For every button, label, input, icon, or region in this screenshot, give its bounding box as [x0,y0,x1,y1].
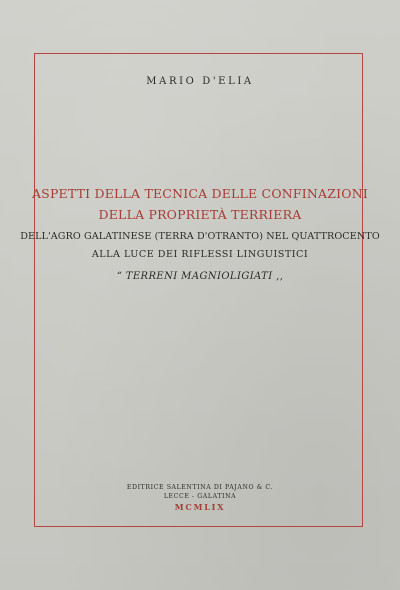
author-name: MARIO D'ELIA [146,76,254,87]
title-line-1: ASPETTI DELLA TECNICA DELLE CONFINAZIONI [31,186,369,201]
title-line-2: DELLA PROPRIETÀ TERRIERA [98,207,302,222]
publisher-location: LECCE - GALATINA [163,493,237,500]
publisher-name: EDITRICE SALENTINA DI PAJANO & C. [126,484,274,491]
subtitle-line-1: DELL'AGRO GALATINESE (TERRA D'OTRANTO) NEL QUATTROCENTO [20,231,380,242]
subtitle-line-2: ALLA LUCE DEI RIFLESSI LINGUISTICI [91,249,309,260]
publication-year: MCMLIX [174,502,226,512]
motto: “ TERRENI MAGNIOLIGIATI ,, [116,271,284,282]
decorative-frame [34,53,363,527]
